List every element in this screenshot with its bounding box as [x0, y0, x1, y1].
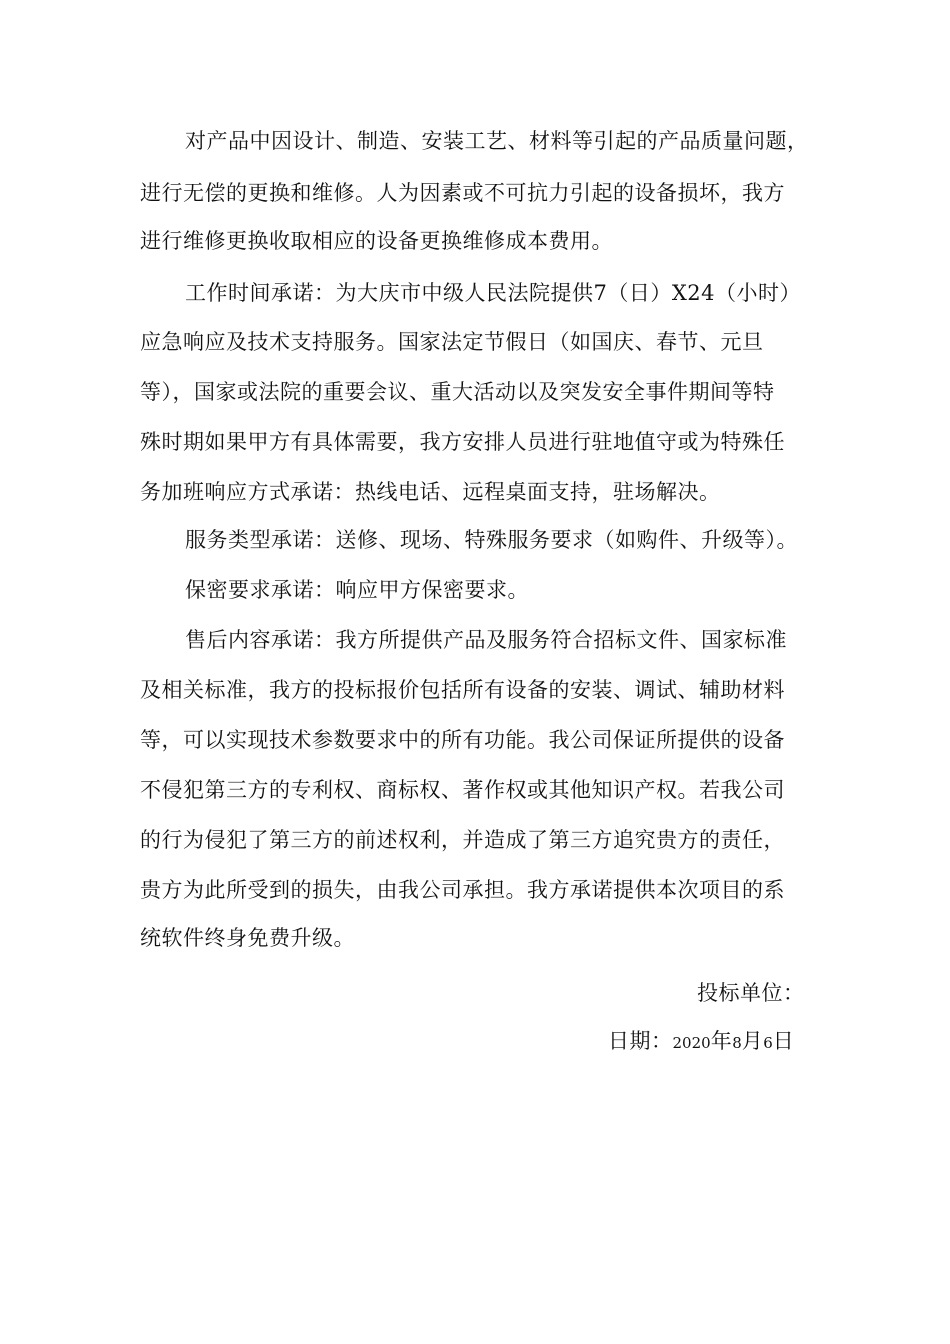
paragraph-line: 服务类型承诺：送修、现场、特殊服务要求（如购件、升级等）。 [185, 528, 798, 552]
paragraph-line: 对产品中因设计、制造、安装工艺、材料等引起的产品质量问题， [185, 129, 809, 153]
paragraph-line: 进行无偿的更换和维修。人为因素或不可抗力引起的设备损坏，我方 [140, 181, 785, 205]
paragraph-line: 贵方为此所受到的损失，由我公司承担。我方承诺提供本次项目的系 [140, 878, 785, 902]
paragraph-line: 应急响应及技术支持服务。国家法定节假日（如国庆、春节、元旦 [140, 330, 764, 354]
paragraph-line: 等，可以实现技术参数要求中的所有功能。我公司保证所提供的设备 [140, 728, 785, 752]
paragraph-line: 售后内容承诺：我方所提供产品及服务符合招标文件、国家标准 [185, 628, 787, 652]
paragraph-line: 殊时期如果甲方有具体需要，我方安排人员进行驻地值守或为特殊任 [140, 430, 785, 454]
paragraph-line: 的行为侵犯了第三方的前述权利，并造成了第三方追究贵方的责任， [140, 828, 785, 852]
date-year: 2020 [672, 1034, 711, 1052]
date-day-unit: 日 [772, 1029, 795, 1053]
paragraph-line: 不侵犯第三方的专利权、商标权、著作权或其他知识产权。若我公司 [140, 778, 785, 802]
paragraph-line: 进行维修更换收取相应的设备更换维修成本费用。 [140, 229, 613, 253]
paragraph-line: 工作时间承诺：为大庆市中级人民法院提供7（日）X24（小时） [185, 281, 802, 305]
paragraph-line: 务加班响应方式承诺：热线电话、远程桌面支持，驻场解决。 [140, 480, 721, 504]
date-month-unit: 月 [741, 1029, 764, 1053]
paragraph-line: 及相关标准，我方的投标报价包括所有设备的安装、调试、辅助材料 [140, 678, 785, 702]
bidder-label: 投标单位： [697, 981, 805, 1005]
date-label: 日期： [608, 1029, 673, 1053]
date-day: 6 [763, 1034, 773, 1052]
paragraph-line: 等），国家或法院的重要会议、重大活动以及突发安全事件期间等特 [140, 380, 775, 404]
date-month: 8 [732, 1034, 742, 1052]
date-line [608, 1028, 794, 1056]
paragraph-line: 保密要求承诺：响应甲方保密要求。 [185, 578, 529, 602]
paragraph-line: 统软件终身免费升级。 [140, 926, 355, 950]
date-year-unit: 年 [710, 1029, 733, 1053]
